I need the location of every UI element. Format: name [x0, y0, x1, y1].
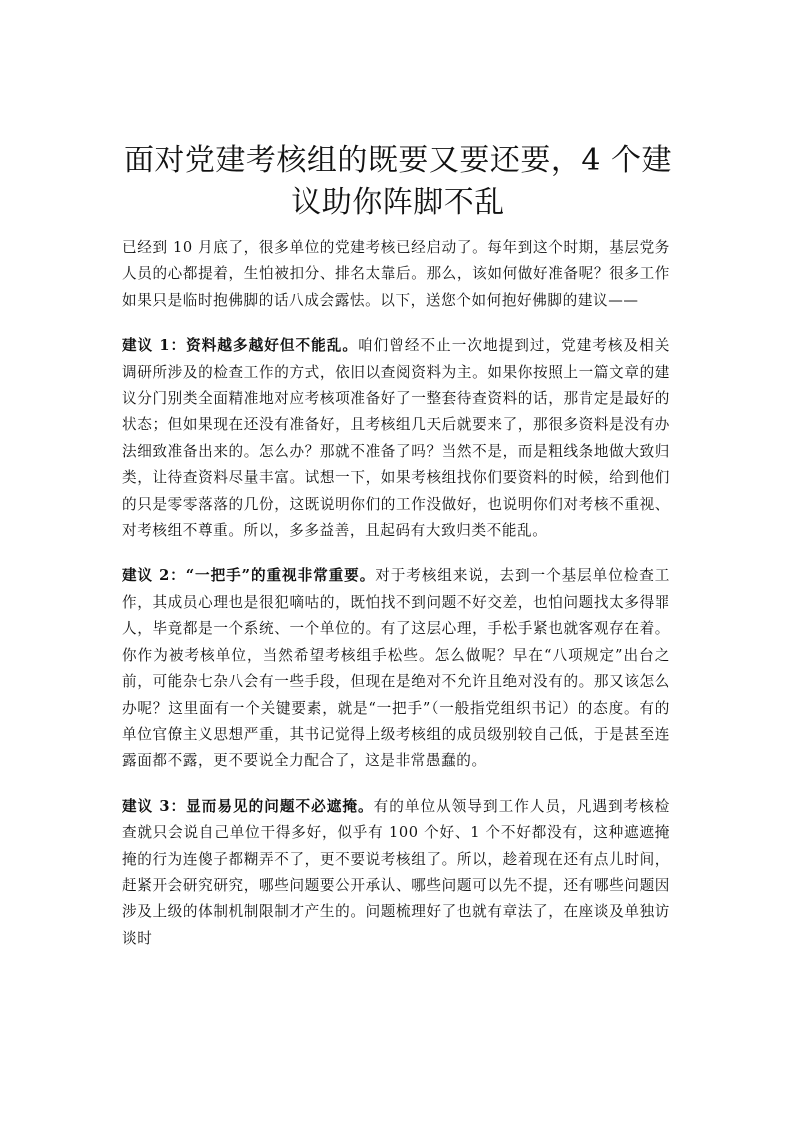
- document-title: 面对党建考核组的既要又要还要，4 个建议助你阵脚不乱: [123, 143, 673, 220]
- suggestion-2-text: 对于考核组来说，去到一个基层单位检查工作，其成员心理也是很犯嘀咕的，既怕找不到问题不好交差，也怕问题找太多得罪人，毕竟都是一个系统、一个单位的。有了这层心理，手松手紧也就客观存在着。你作为被考核单位，当然希望考核组手松些。怎么做呢？早在“八项规定”出台之前，可能杂七杂八会有一些手段，但现在是绝对不允许且绝对没有的。那又该怎么办呢？这里面有一个关键要素，就是“一把手”（一般指党组织书记）的态度。有的单位官僚主义思想严重，其书记觉得上级考核组的成员级别较自己低，于是甚至连露面都不露，更不要说全力配合了，这是非常愚蠢的。: [122, 567, 671, 770]
- intro-paragraph: 已经到 10 月底了，很多单位的党建考核已经启动了。每年到这个时期，基层党务人员的心都提着，生怕被扣分、排名太靠后。那么，该如何做好准备呢？很多工作如果只是临时抱佛脚的话八成会露怯。以下，送您个如何抱好佛脚的建议——: [122, 239, 670, 309]
- suggestion-2-paragraph: [122, 563, 670, 774]
- suggestion-1-paragraph: [122, 333, 670, 544]
- document-body: [122, 235, 670, 971]
- suggestion-2-heading: 建议 2：“一把手”的重视非常重要。: [122, 567, 376, 585]
- suggestion-1-heading: 建议 1：资料越多越好但不能乱。: [122, 337, 358, 355]
- suggestion-1-text: 咱们曾经不止一次地提到过，党建考核及相关调研所涉及的检查工作的方式，依旧以查阅资料为主。如果你按照上一篇文章的建议分门别类全面精准地对应考核项准备好了一整套待查资料的话，那肯定是最好的状态；但如果现在还没有准备好，且考核组几天后就要来了，那很多资料是没有办法细致准备出来的。怎么办？那就不准备了吗？当然不是，而是粗线条地做大致归类，让待查资料尽量丰富。试想一下，如果考核组找你们要资料的时候，给到他们的只是零零落落的几份，这既说明你们的工作没做好，也说明你们对考核不重视、对考核组不尊重。所以，多多益善，且起码有大致归类不能乱。: [122, 337, 670, 540]
- suggestion-3-paragraph: [122, 794, 670, 952]
- suggestion-3-heading: 建议 3：显而易见的问题不必遮掩。: [122, 797, 374, 815]
- suggestion-3-text: 有的单位从领导到工作人员，凡遇到考核检查就只会说自己单位干得多好，似乎有 100 个好、1 个不好都没有，这种遮遮掩掩的行为连傻子都糊弄不了，更不要说考核组了。所以，趁着现在还有点儿时间，赶紧开会研究研究，哪些问题要公开承认、哪些问题可以先不提，还有哪些问题因涉及上级的体制机制限制才产生的。问题梳理好了也就有章法了，在座谈及单独访谈时: [122, 797, 671, 947]
